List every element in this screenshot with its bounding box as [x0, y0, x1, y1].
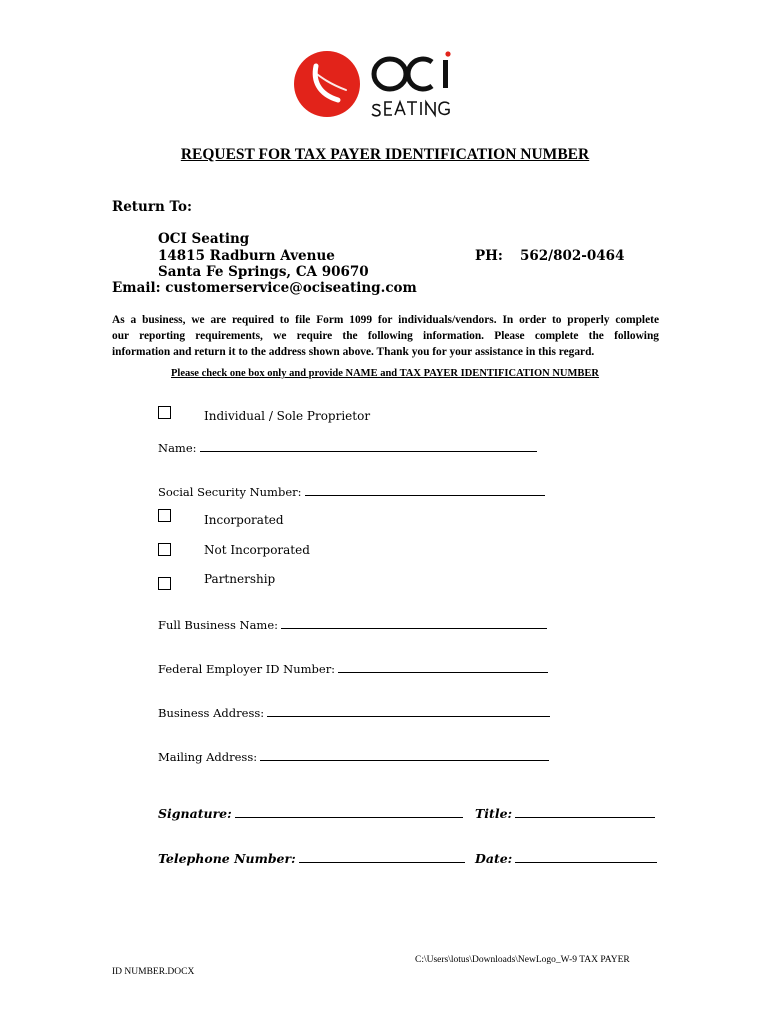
paragraph-line: As a business, we are required to file Form 1099 for individuals/vendors. In order to properly complete — [112, 314, 659, 326]
incorporated-label: Incorporated — [204, 513, 284, 527]
intro-paragraph — [112, 312, 659, 360]
mailing-address-input-line[interactable] — [260, 749, 549, 761]
business-name-input-line[interactable] — [281, 617, 547, 629]
ssn-field[interactable] — [158, 484, 545, 499]
mailing-address-field[interactable] — [158, 749, 549, 764]
oci-seating-logo — [294, 50, 464, 122]
individual-checkbox[interactable] — [158, 406, 171, 419]
phone-label: PH: — [475, 248, 503, 264]
title-input-line[interactable] — [515, 806, 655, 818]
telephone-input-line[interactable] — [299, 851, 465, 863]
signature-label: Signature: — [158, 806, 232, 821]
not-incorporated-checkbox[interactable] — [158, 543, 171, 556]
street-address: 14815 Radburn Avenue — [158, 248, 335, 264]
name-input-line[interactable] — [200, 440, 537, 452]
name-label: Name: — [158, 441, 197, 455]
mailing-address-label: Mailing Address: — [158, 750, 258, 764]
partnership-checkbox[interactable] — [158, 577, 171, 590]
return-to-label: Return To: — [112, 199, 192, 215]
date-field[interactable] — [475, 851, 657, 866]
signature-input-line[interactable] — [235, 806, 463, 818]
name-field[interactable] — [158, 440, 537, 455]
date-label: Date: — [475, 851, 513, 866]
business-address-label: Business Address: — [158, 706, 265, 720]
footer-path: C:\Users\lotus\Downloads\NewLogo_W-9 TAX PAYER — [415, 955, 630, 965]
phone-number: 562/802-0464 — [520, 248, 625, 264]
title-label: Title: — [475, 806, 513, 821]
ssn-input-line[interactable] — [305, 484, 545, 496]
date-input-line[interactable] — [515, 851, 657, 863]
business-name-field[interactable] — [158, 617, 547, 632]
city-state-zip: Santa Fe Springs, CA 90670 — [158, 264, 369, 280]
incorporated-checkbox[interactable] — [158, 509, 171, 522]
fein-label: Federal Employer ID Number: — [158, 662, 336, 676]
company-name: OCI Seating — [158, 231, 250, 247]
business-address-field[interactable] — [158, 705, 550, 720]
paragraph-line: information and return it to the address shown above. Thank you for your assistance in this regard. — [112, 346, 595, 358]
signature-field[interactable] — [158, 806, 463, 821]
contact-email: Email: customerservice@ociseating.com — [112, 280, 417, 296]
individual-label: Individual / Sole Proprietor — [204, 409, 371, 423]
title-field[interactable] — [475, 806, 655, 821]
telephone-field[interactable] — [158, 851, 465, 866]
document-title: REQUEST FOR TAX PAYER IDENTIFICATION NUMBER — [180, 146, 590, 163]
business-address-input-line[interactable] — [267, 705, 550, 717]
instruction-text: Please check one box only and provide NAME and TAX PAYER IDENTIFICATION NUMBER — [170, 368, 600, 379]
partnership-label: Partnership — [204, 572, 276, 586]
footer-filename: ID NUMBER.DOCX — [112, 967, 195, 977]
not-incorporated-label: Not Incorporated — [204, 543, 310, 557]
business-name-label: Full Business Name: — [158, 618, 279, 632]
ssn-label: Social Security Number: — [158, 485, 302, 499]
fein-input-line[interactable] — [338, 661, 548, 673]
paragraph-line: our reporting requirements, we require the following information. Please complete the following — [112, 330, 659, 342]
telephone-label: Telephone Number: — [158, 851, 296, 866]
fein-field[interactable] — [158, 661, 548, 676]
